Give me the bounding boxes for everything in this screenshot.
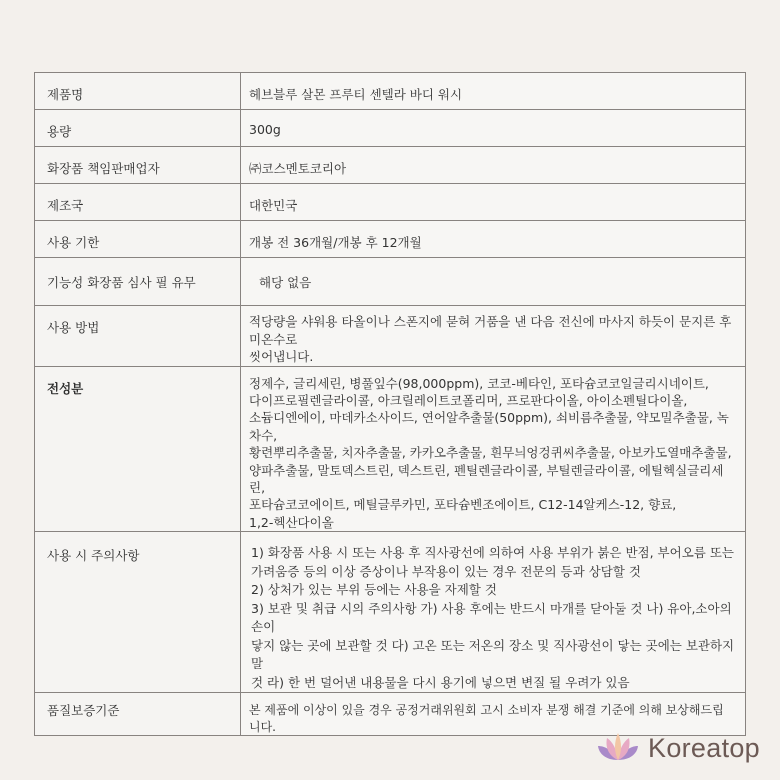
row-label-caution: 사용 시 주의사항 — [35, 532, 241, 693]
caution-line: 3) 보관 및 취급 시의 주의사항 가) 사용 후에는 반드시 마개를 닫아둘 것 나) 유아,소아의 손이 — [251, 600, 732, 635]
brand-name: Koreatop — [648, 732, 760, 763]
table-row — [35, 366, 746, 532]
row-value-usage — [241, 306, 746, 367]
ingredients-line: 포타슘코코에이트, 메틸글루카민, 포타슘벤조에이트, C12-14알케스-12, 향료, — [249, 497, 677, 513]
row-label-ingredients: 전성분 — [35, 366, 241, 532]
table-row — [35, 258, 746, 306]
row-value-capacity: 300g — [241, 110, 746, 147]
row-value-expiry: 개봉 전 36개월/개봉 후 12개월 — [241, 221, 746, 258]
row-label-country: 제조국 — [35, 184, 241, 221]
row-label-usage: 사용 방법 — [35, 306, 241, 367]
row-label-expiry: 사용 기한 — [35, 221, 241, 258]
brand-logo — [596, 730, 760, 766]
row-value-quality: 본 제품에 이상이 있을 경우 공정거래위원회 고시 소비자 분쟁 해결 기준에 의해 보상해드립니다. — [241, 693, 746, 736]
table-row — [35, 306, 746, 367]
ingredients-line: 양파추출물, 말토덱스트린, 덱스트린, 펜틸렌글라이콜, 부틸렌글라이콜, 에틸헥실글리세린, — [249, 462, 724, 495]
row-value-country: 대한민국 — [241, 184, 746, 221]
table-row — [35, 73, 746, 110]
table-row — [35, 221, 746, 258]
caution-line: 1) 화장품 사용 시 또는 사용 후 직사광선에 의하여 사용 부위가 붉은 반점, 부어오름 또는 — [251, 545, 734, 561]
row-value-caution — [241, 532, 746, 693]
caution-line: 2) 상처가 있는 부위 등에는 사용을 자제할 것 — [251, 582, 497, 598]
usage-line: 적당량을 샤워용 타올이나 스폰지에 묻혀 거품을 낸 다음 전신에 마사지 하듯이 문지른 후 미온수로 — [249, 314, 736, 347]
row-label-quality: 품질보증기준 — [35, 693, 241, 736]
row-label-capacity: 용량 — [35, 110, 241, 147]
ingredients-line: 소듐디엔에이, 마데카소사이드, 연어알추출물(50ppm), 쇠비름추출물, 약모밀추출물, 녹차수, — [249, 410, 729, 443]
row-label-functional-review: 기능성 화장품 심사 필 유무 — [35, 258, 241, 306]
table-row — [35, 147, 746, 184]
table-row — [35, 184, 746, 221]
row-label-product-name: 제품명 — [35, 73, 241, 110]
row-value-product-name: 헤브블루 살몬 프루티 센텔라 바디 워시 — [241, 73, 746, 110]
lotus-icon — [596, 730, 640, 766]
caution-line: 것 라) 한 번 덜어낸 내용물을 다시 용기에 넣으면 변질 될 우려가 있음 — [251, 674, 630, 690]
ingredients-line: 다이프로필렌글라이콜, 아크릴레이트코폴리머, 프로판다이올, 아이소펜틸다이올, — [249, 392, 688, 408]
row-value-functional-review: 해당 없음 — [241, 258, 746, 306]
caution-line: 닿지 않는 곳에 보관할 것 다) 고온 또는 저온의 장소 및 직사광선이 닿는 곳에는 보관하지 말 — [251, 637, 735, 672]
table-row — [35, 110, 746, 147]
table-row — [35, 532, 746, 693]
row-value-ingredients — [241, 366, 746, 532]
product-info-table — [34, 72, 746, 736]
ingredients-line: 황련뿌리추출물, 치자추출물, 카카오추출물, 흰무늬엉겅퀴씨추출물, 아보카도열매추출물, — [249, 445, 732, 461]
row-value-seller: ㈜코스멘토코리아 — [241, 147, 746, 184]
ingredients-line: 1,2-헥산다이올 — [249, 514, 334, 530]
ingredients-line: 정제수, 글리세린, 병풀잎수(98,000ppm), 코코-베타인, 포타슘코코일글리시네이트, — [249, 375, 709, 391]
row-label-seller: 화장품 책임판매업자 — [35, 147, 241, 184]
caution-line: 가려움증 등의 이상 증상이나 부작용이 있는 경우 전문의 등과 상담할 것 — [251, 563, 641, 579]
usage-line: 씻어냅니다. — [249, 349, 314, 364]
